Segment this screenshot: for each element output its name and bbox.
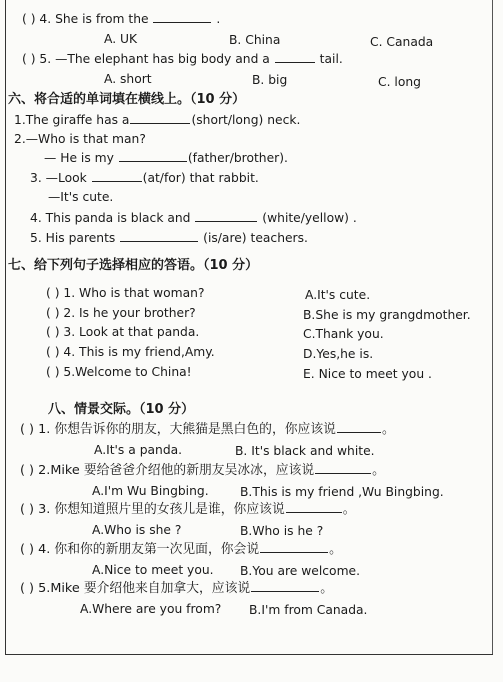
s8-q1-option-b: B. It's black and white. [235,444,375,458]
s7-q2: ( ) 2. Is he your brother? [46,306,196,320]
page-border-bottom [5,654,493,655]
s6-q3-text: 3. —Look [30,171,91,185]
s7-option-b: B.She is my grangdmother. [303,308,471,322]
s8-q5-text: ( ) 5.Mike 要介绍他来自加拿大，应该说 [20,581,251,596]
s6-q1 [14,112,300,128]
s6-q2-text-end: (father/brother). [187,151,288,165]
answer-bracket: ( ) [22,12,40,26]
s6-q4-text-end: (white/yellow) . [258,211,357,225]
section-8-heading: 八、情景交际。（10 分） [48,402,195,417]
question-end: tail. [319,52,343,66]
s6-q4-text: 4. This panda is black and [30,211,195,225]
s8-q2 [20,462,385,479]
q5-5-row [22,51,343,67]
answer-blank[interactable] [315,462,371,474]
s8-q2-option-b: B.This is my friend ,Wu Bingbing. [240,485,444,499]
s8-q4-option-a: A.Nice to meet you. [92,563,214,577]
q5-5-option-a: A. short [104,72,152,86]
question-text: 4. She is from the [39,12,153,26]
s8-q2-text: ( ) 2.Mike 要给爸爸介绍他的新朋友吴冰冰，应该说 [20,463,315,478]
s6-q2-text: — He is my [44,151,118,165]
s8-q4 [20,541,342,558]
answer-blank[interactable] [251,580,319,592]
s8-q4-option-b: B.You are welcome. [240,564,361,578]
s6-q3-text-end: (at/for) that rabbit. [142,171,259,185]
s6-q4 [30,210,357,226]
s8-q3-option-b: B.Who is he ? [240,524,324,538]
s8-q1-text: ( ) 1. 你想告诉你的朋友，大熊猫是黑白色的，你应该说 [20,422,336,437]
s8-q3-text-end: 。 [342,502,356,517]
s7-q5: ( ) 5.Welcome to China! [46,365,192,379]
section-6-heading: 六、将合适的单词填在横线上。（10 分） [8,92,246,107]
s6-q1-text: 1.The giraffe has a [14,113,130,127]
q5-4-option-a: A. UK [104,32,138,46]
s8-q4-text-end: 。 [329,542,342,557]
q5-5-option-b: B. big [252,73,288,87]
s8-q2-option-a: A.I'm Wu Bingbing. [92,484,209,498]
s8-q4-text: ( ) 4. 你和你的新朋友第一次见面，你会说 [20,542,260,557]
s6-q3 [30,170,259,186]
s8-q1-option-a: A.It's a panda. [94,443,183,457]
answer-blank[interactable] [275,51,315,63]
s7-option-e: E. Nice to meet you . [303,367,432,381]
s7-q4: ( ) 4. This is my friend,Amy. [46,345,215,359]
s8-q5-option-a: A.Where are you from? [80,602,222,616]
s8-q5 [20,580,333,597]
answer-blank[interactable] [337,421,381,433]
answer-blank[interactable] [130,112,190,124]
question-end: . [216,12,221,26]
s6-q2-answer [44,150,288,166]
page-border-right [492,0,493,655]
s8-q5-option-b: B.I'm from Canada. [249,603,368,617]
s6-q3-response: —It's cute. [48,190,114,204]
s6-q2: 2.—Who is that man? [14,132,146,146]
q5-4-option-c: C. Canada [370,35,434,49]
s8-q2-text-end: 。 [372,463,385,478]
answer-bracket: ( ) [22,52,40,66]
answer-blank[interactable] [120,230,198,242]
s6-q5-text-end: (is/are) teachers. [199,231,308,245]
s6-q1-text-end: (short/long) neck. [191,113,301,127]
s6-q5-text: 5. His parents [30,231,120,245]
s7-option-d: D.Yes,he is. [303,347,374,361]
q5-4-option-b: B. China [229,33,281,47]
s8-q1-text-end: 。 [381,422,395,437]
answer-blank[interactable] [153,11,211,23]
q5-5-option-c: C. long [378,75,421,89]
s7-q3: ( ) 3. Look at that panda. [46,325,200,339]
answer-blank[interactable] [195,210,257,222]
page-border-left [5,0,6,655]
answer-blank[interactable] [260,541,328,553]
s7-option-c: C.Thank you. [303,327,384,341]
s7-q1: ( ) 1. Who is that woman? [46,286,205,300]
answer-blank[interactable] [92,170,142,182]
s7-option-a: A.It's cute. [305,288,371,302]
s8-q3-option-a: A.Who is she ? [92,523,182,537]
q5-4-row [22,11,220,27]
question-text: 5. —The elephant has big body and a [39,52,274,66]
s6-q5 [30,230,308,246]
section-7-heading: 七、给下列句子选择相应的答语。（10 分） [8,258,259,273]
answer-blank[interactable] [119,150,187,162]
answer-blank[interactable] [286,501,342,513]
s8-q3-text: ( ) 3. 你想知道照片里的女孩儿是谁，你应该说 [20,502,285,517]
s8-q5-text-end: 。 [320,581,333,596]
s8-q3 [20,501,356,518]
s8-q1 [20,421,395,438]
